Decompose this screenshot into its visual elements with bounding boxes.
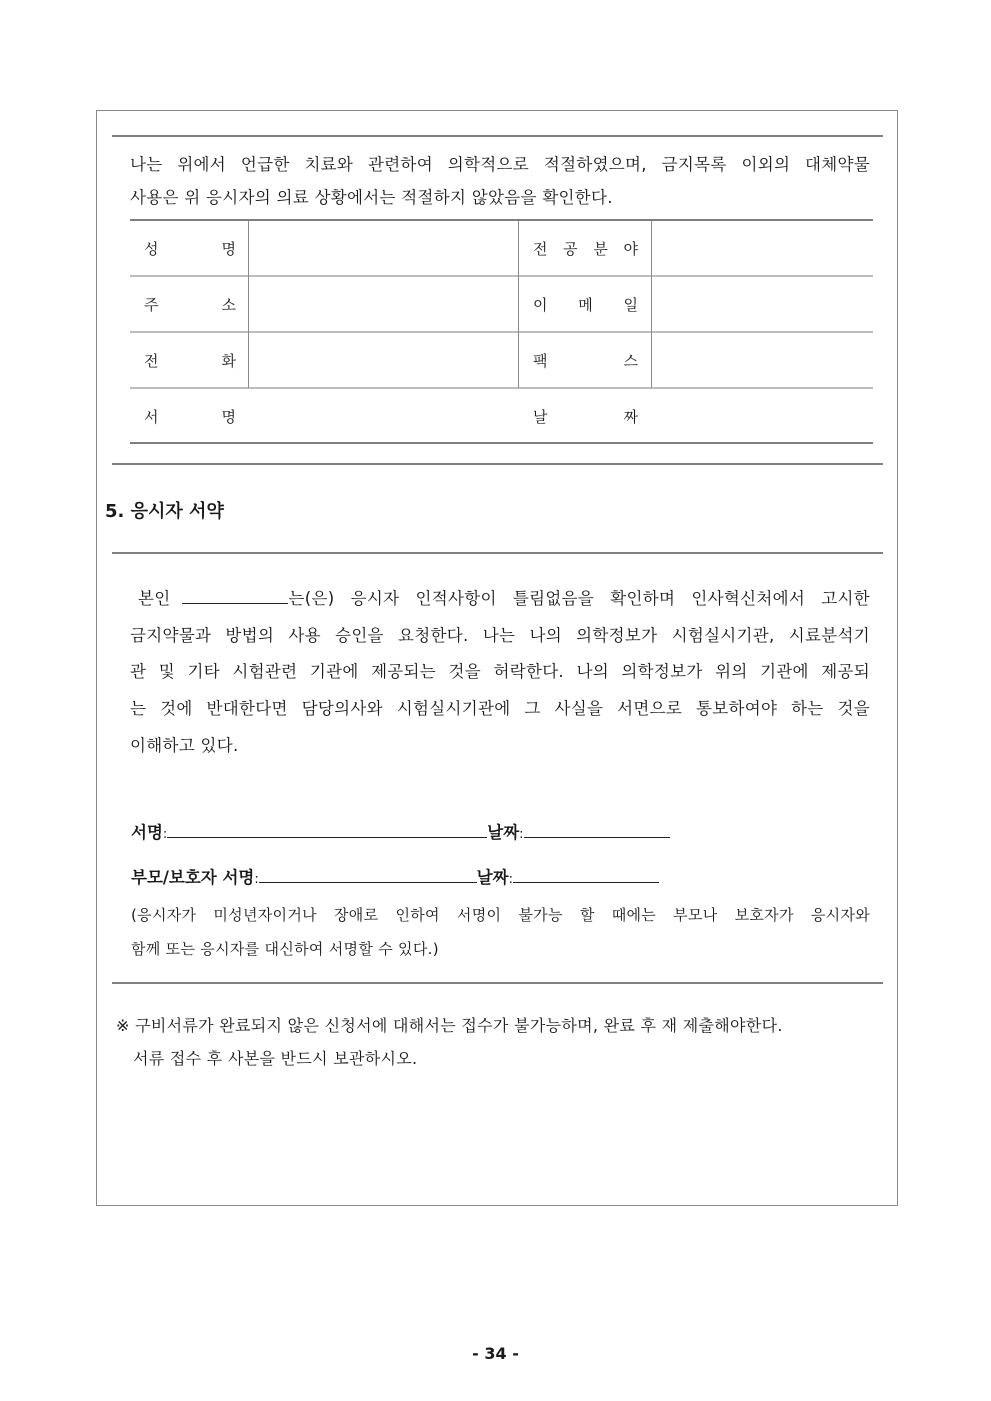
- name-label: [144, 220, 236, 276]
- email-field[interactable]: [652, 276, 873, 332]
- signature-label: 서명: [131, 823, 163, 842]
- reference-mark-icon: ※: [116, 1016, 130, 1035]
- label-char: 스: [623, 351, 638, 370]
- section-title: 5. 응시자 서약: [105, 501, 224, 522]
- phone-field[interactable]: [249, 332, 518, 388]
- label-char: 메: [578, 295, 593, 314]
- name-field[interactable]: [249, 220, 518, 276]
- label-char: 서: [144, 407, 159, 426]
- label-char: 날: [533, 407, 548, 426]
- date-label: [533, 388, 638, 444]
- table-row: [130, 276, 873, 332]
- pledge-line-1: [138, 585, 870, 609]
- date-label: 날짜: [487, 823, 520, 842]
- signature-field[interactable]: [249, 388, 518, 444]
- label-char: 일: [623, 295, 638, 314]
- confirmation-text-line-2: 사용은 위 응시자의 의료 상황에서는 적절하지 않았음을 확인한다.: [130, 188, 613, 207]
- date-label: 날짜: [476, 868, 509, 887]
- table-row: [130, 332, 873, 388]
- pledge-text: 는(은) 응시자 인적사항이 틀림없음을 확인하며 인사혁신처에서 고시한: [288, 589, 870, 608]
- guardian-date-blank[interactable]: [513, 866, 659, 883]
- label-char: 명: [221, 407, 236, 426]
- specialty-label: [533, 220, 638, 276]
- applicant-name-blank[interactable]: [182, 587, 288, 604]
- guardian-note-line-1: (응시자가 미성년자이거나 장애로 인하여 서명이 불가능 할 때에는 부모나 보호자가 응시자와: [131, 906, 870, 924]
- phone-label: [144, 332, 236, 388]
- colon: :: [519, 827, 524, 842]
- confirmation-text-line-1: 나는 위에서 언급한 치료와 관련하여 의학적으로 적절하였으며, 금지목록 이외의 대체약물: [130, 155, 870, 174]
- label-char: 화: [221, 351, 236, 370]
- label-char: 전: [533, 239, 548, 258]
- pledge-prefix: 본인: [138, 589, 171, 608]
- pledge-line-5: 이해하고 있다.: [130, 736, 239, 755]
- notice-text: 구비서류가 완료되지 않은 신청서에 대해서는 접수가 불가능하며, 완료 후 재 제출해야한다.: [135, 1016, 783, 1035]
- applicant-signature-line: [131, 819, 670, 843]
- colon: :: [162, 827, 168, 842]
- date-field[interactable]: [652, 388, 873, 444]
- colon: :: [508, 872, 514, 887]
- divider: [112, 135, 883, 137]
- address-label: [144, 276, 236, 332]
- pledge-line-2: 금지약물과 방법의 사용 승인을 요청한다. 나는 나의 의학정보가 시험실시기관, 시료분석기: [130, 626, 870, 645]
- guardian-signature-blank[interactable]: [259, 866, 477, 883]
- email-label: [533, 276, 638, 332]
- guardian-note-line-2: 함께 또는 응시자를 대신하여 서명할 수 있다.): [131, 940, 439, 958]
- signature-label: [144, 388, 236, 444]
- guardian-signature-label: 부모/보호자 서명: [131, 868, 255, 887]
- label-char: 야: [623, 239, 638, 258]
- divider: [112, 982, 883, 984]
- address-field[interactable]: [249, 276, 518, 332]
- fax-label: [533, 332, 638, 388]
- fax-field[interactable]: [652, 332, 873, 388]
- label-char: 짜: [623, 407, 638, 426]
- label-char: 전: [144, 351, 159, 370]
- label-char: 성: [144, 239, 159, 258]
- label-char: 소: [221, 295, 236, 314]
- guardian-signature-line: [131, 864, 659, 888]
- label-char: 주: [144, 295, 159, 314]
- pledge-line-4: 는 것에 반대한다면 담당의사와 시험실시기관에 그 사실을 서면으로 통보하여야 하는 것을: [130, 699, 870, 718]
- notice-line-2: 서류 접수 후 사본을 반드시 보관하시오.: [133, 1049, 418, 1068]
- physician-info-table: [130, 219, 873, 444]
- pledge-line-3: 관 및 기타 시험관련 기관에 제공되는 것을 허락한다. 나의 의학정보가 위의 기관에 제공되: [130, 662, 870, 681]
- label-char: 명: [221, 239, 236, 258]
- label-char: 팩: [533, 351, 548, 370]
- page-number: - 34 -: [472, 1344, 519, 1363]
- divider: [112, 463, 883, 465]
- table-row: [130, 220, 873, 276]
- table-row: [130, 388, 873, 444]
- divider: [112, 552, 883, 554]
- label-char: 분: [593, 239, 608, 258]
- notice-line-1: [116, 1013, 783, 1036]
- applicant-signature-blank[interactable]: [167, 821, 487, 838]
- applicant-date-blank[interactable]: [524, 821, 670, 838]
- colon: :: [254, 872, 259, 887]
- specialty-field[interactable]: [652, 220, 873, 276]
- label-char: 이: [533, 295, 548, 314]
- label-char: 공: [563, 239, 578, 258]
